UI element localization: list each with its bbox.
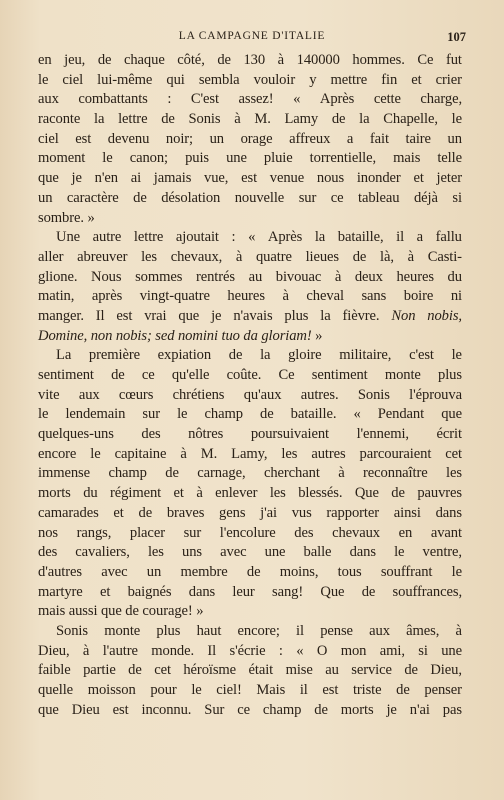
- text-line: aller abreuver les chevaux, à quatre lieues de là, à Casti-: [38, 248, 462, 265]
- text-line: quelques-uns des nôtres poursuivaient l'ennemi, écrit: [38, 426, 462, 443]
- text-line: moment le canon; puis une pluie torrentielle, mais telle: [38, 150, 462, 167]
- text-line: le ciel lui-même qui sembla vouloir y mettre fin et crier: [38, 71, 462, 88]
- running-title: LA CAMPAGNE D'ITALIE: [178, 30, 326, 42]
- text-line: camarades et de braves gens j'ai vus rapporter ainsi dans: [38, 504, 462, 521]
- text-line: La première expiation de la gloire militaire, c'est le: [56, 347, 462, 364]
- text-line: morts du régiment et à enlever les blessés. Que de pauvres: [38, 485, 462, 502]
- text-line: le lendemain sur le champ de bataille. « Pendant que: [38, 406, 462, 423]
- text-line: matin, après vingt-quatre heures à cheval sans boire ni: [38, 288, 462, 305]
- text-line: quelle moisson pour le ciel! Mais il est triste de penser: [38, 682, 462, 698]
- body-text: [38, 51, 462, 720]
- text-line: des cavaliers, les uns avec une balle dans le ventre,: [38, 544, 462, 561]
- text-line: immense champ de carnage, cherchant à reconnaître les: [38, 465, 462, 482]
- text-line: que Dieu est inconnu. Sur ce champ de morts je n'ai pas: [38, 701, 462, 718]
- text-line: vite aux cœurs chrétiens qu'aux autres. Sonis l'éprouva: [38, 386, 462, 403]
- text-line: encore le capitaine à M. Lamy, les autres parcouraient cet: [38, 445, 462, 462]
- text-line: ciel est devenu noir; un orage affreux a fait taire un: [38, 130, 462, 147]
- text-line: raconte la lettre de Sonis à M. Lamy de la Chapelle, le: [38, 111, 462, 128]
- text-line: en jeu, de chaque côté, de 130 à 140000 hommes. Ce fut: [38, 52, 462, 68]
- text-line: sombre. »: [38, 209, 95, 226]
- text-line: mais aussi que de courage! »: [38, 603, 204, 620]
- text-line: Sonis monte plus haut encore; il pense aux âmes, à: [56, 622, 462, 639]
- text-line: que je n'en ai jamais vue, est venue nous inonder et jeter: [38, 170, 462, 187]
- page-number: 107: [447, 30, 466, 44]
- text-line: manger. Il est vrai que je n'avais plus la fièvre. Non nobis,: [38, 307, 462, 324]
- text-line: nos rangs, placer sur l'encolure des chevaux en avant: [38, 524, 462, 541]
- text-line: Dieu, à l'autre monde. Il s'écrie : « O mon ami, si une: [38, 642, 462, 659]
- text-line: un caractère de désolation nouvelle sur ce tableau déjà si: [38, 189, 462, 206]
- text-line: aux combattants : C'est assez! « Après cette charge,: [38, 91, 462, 108]
- text-line: d'autres avec un membre de moins, tous souffrant le: [38, 563, 462, 580]
- text-line: Domine, non nobis; sed nomini tuo da gloriam! »: [38, 327, 323, 344]
- text-line: faible partie de cet héroïsme était mise au service de Dieu,: [38, 662, 462, 679]
- text-line: glione. Nous sommes rentrés au bivouac à deux heures du: [38, 268, 462, 285]
- text-line: sentiment de ce qu'elle coûte. Ce sentiment monte plus: [38, 367, 462, 383]
- text-line: martyre et baignés dans leur sang! Que de souffrances,: [38, 583, 462, 600]
- text-line: Une autre lettre ajoutait : « Après la bataille, il a fallu: [56, 229, 462, 246]
- page-header: [38, 30, 466, 48]
